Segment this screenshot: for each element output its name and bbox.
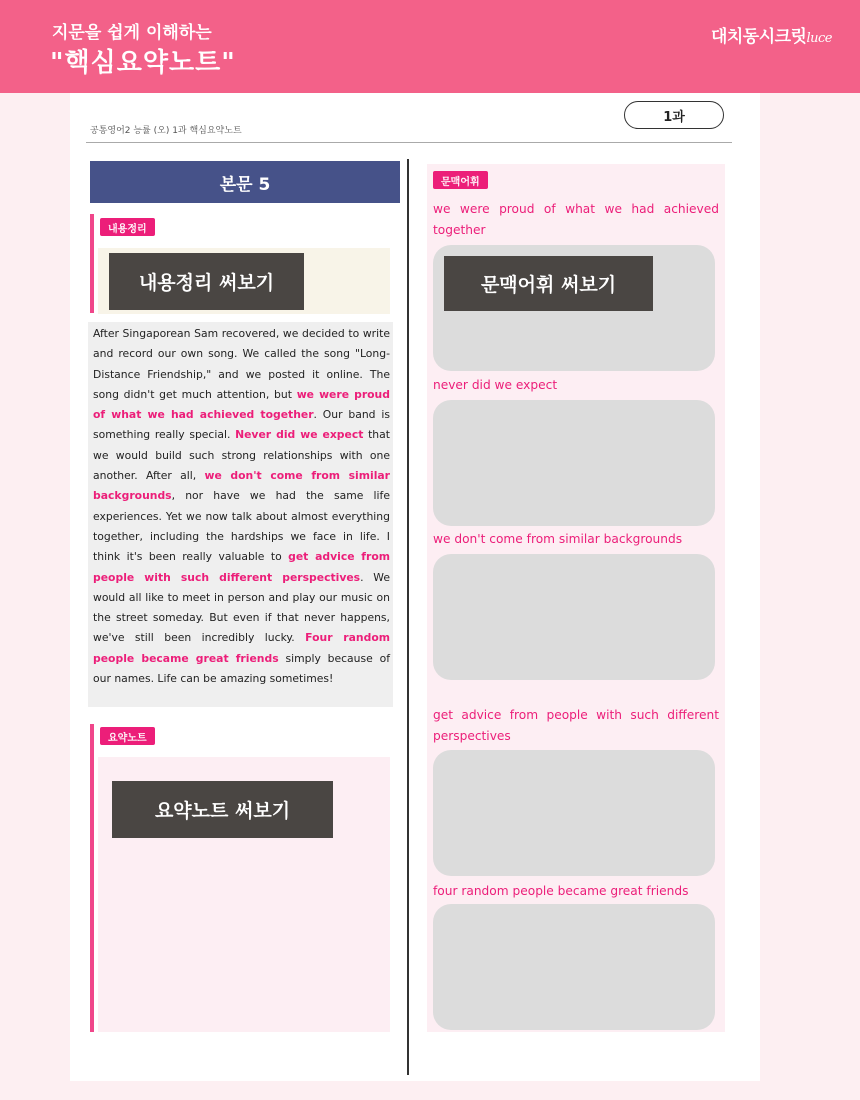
context-vocab-write-label: 문맥어휘 써보기 bbox=[444, 256, 653, 311]
summary-accent-bar bbox=[90, 214, 94, 313]
breadcrumb: 공통영어2 능률 (오) 1과 핵심요약노트 bbox=[90, 126, 242, 136]
passage-segment: . Our band is something really special. bbox=[93, 408, 390, 442]
passage-highlight: Four random people became great friends bbox=[93, 631, 390, 665]
vocab-answer-box bbox=[433, 554, 715, 680]
brand-script-text: luce bbox=[806, 31, 832, 46]
passage-segment: simply because of our names. Life can be amazing sometimes! bbox=[93, 651, 390, 686]
vocab-phrase: four random people became great friends bbox=[433, 884, 689, 898]
passage-highlight: we don't come from similar backgrounds bbox=[93, 469, 391, 503]
note-write-label: 요약노트 써보기 bbox=[112, 781, 333, 838]
vocab-phrase: we were proud of what we had achieved together bbox=[433, 202, 719, 237]
vocab-phrase: get advice from people with such different perspectives bbox=[433, 708, 719, 743]
top-banner bbox=[0, 0, 860, 93]
summary-write-label: 내용정리 써보기 bbox=[109, 253, 304, 310]
banner-subtitle: 지문을 쉽게 이해하는 bbox=[52, 23, 212, 43]
passage-segment: . We would all like to meet in person and play our music on the street someday. But even if that never happens, we've still been incredibly lucky. bbox=[93, 570, 390, 645]
passage-segment: , nor have we had the same life experiences. Yet we now talk about almost everything together, including the hardships we face in life. I think it's been really valuable to bbox=[93, 489, 390, 564]
vocab-answer-box bbox=[433, 750, 715, 876]
brand-main-text: 대치동시크릿 bbox=[710, 27, 807, 47]
vocab-answer-box bbox=[433, 400, 715, 526]
vocab-phrase: never did we expect bbox=[433, 378, 558, 392]
context-vocab-tag: 문맥어휘 bbox=[433, 171, 488, 189]
worksheet-page bbox=[70, 93, 760, 1081]
note-accent-bar bbox=[90, 724, 94, 1032]
summary-tag: 내용정리 bbox=[100, 218, 155, 236]
vocab-phrase: we don't come from similar backgrounds bbox=[433, 532, 683, 546]
passage-segment: After Singaporean Sam recovered, we decided to write and record our own song. We called the song "Long-Distance Friendship," and we posted it online. The song didn't get much attention, but bbox=[93, 327, 390, 401]
passage-highlight: get advice from people with such different perspectives bbox=[93, 550, 390, 584]
lesson-badge: 1과 bbox=[624, 101, 724, 129]
brand-logo bbox=[711, 22, 832, 47]
passage-highlight: Never did we expect bbox=[235, 428, 364, 442]
passage-text bbox=[88, 322, 393, 707]
section-header: 본문 5 bbox=[90, 161, 400, 203]
passage-segment: that we would build such strong relationships with one another. After all, bbox=[93, 428, 390, 483]
banner-title: "핵심요약노트" bbox=[50, 48, 236, 78]
passage-highlight: we were proud of what we had achieved together bbox=[93, 387, 390, 422]
header-divider bbox=[86, 142, 732, 143]
vocab-answer-box bbox=[433, 904, 715, 1030]
column-divider bbox=[407, 159, 409, 1075]
note-tag: 요약노트 bbox=[100, 727, 155, 745]
